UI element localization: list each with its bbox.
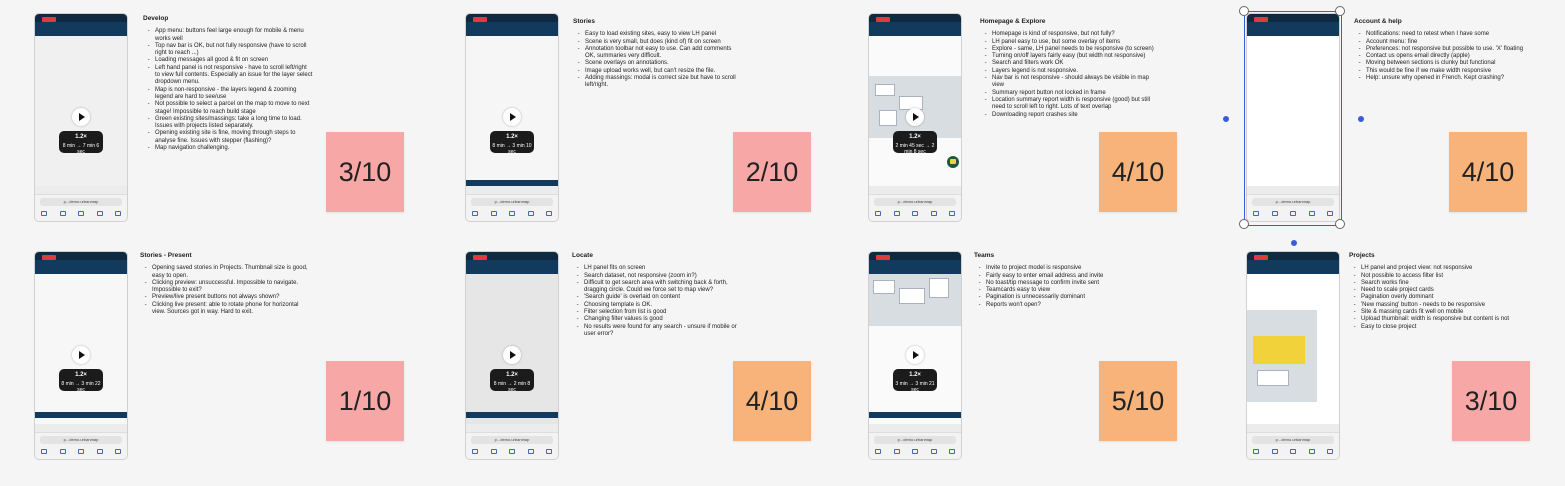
notes-list	[980, 31, 1155, 119]
browser-bar	[869, 194, 961, 221]
list-item: - Search dataset, not responsive (zoom in?)	[582, 273, 742, 280]
browser-bar	[1247, 432, 1339, 459]
notes-title: Stories - Present	[140, 252, 192, 259]
notes-list	[573, 31, 743, 89]
map-image	[869, 76, 961, 138]
browser-nav	[1253, 449, 1333, 455]
list-item: - Filter selection from list is good	[582, 309, 742, 316]
notes-title: Homepage & Explore	[980, 18, 1046, 25]
list-item: - This would be fine if we make width responsive	[1364, 68, 1534, 75]
browser-bar	[466, 194, 558, 221]
notes-title: Locate	[572, 252, 593, 259]
url-bar[interactable]: p...demo.urbanmap	[471, 198, 553, 206]
notes-teams	[974, 252, 1144, 309]
rating-sticky[interactable]: 4/10	[1099, 132, 1177, 212]
status-bar	[35, 252, 127, 260]
list-item: - Preview/live present buttons not always shown?	[150, 294, 310, 301]
status-bar	[869, 252, 961, 260]
list-item: - Scene overlays on annotations.	[583, 60, 743, 67]
rating-sticky[interactable]: 1/10	[326, 361, 404, 441]
chat-icon[interactable]	[947, 156, 959, 168]
notes-list	[1354, 31, 1534, 82]
playback-info	[490, 131, 534, 153]
rating-sticky[interactable]: 3/10	[1452, 361, 1530, 441]
notes-list	[140, 265, 310, 316]
app-footer	[869, 412, 961, 418]
app-footer	[35, 412, 127, 418]
resize-handle-bottom-right[interactable]	[1335, 219, 1345, 229]
list-item: - Map navigation challenging.	[153, 145, 313, 152]
selection-frame	[1244, 11, 1342, 226]
list-item: - Changing filter values is good	[582, 316, 742, 323]
list-item: - 'Search guide' is overlaid on content	[582, 294, 742, 301]
notes-list	[974, 265, 1144, 309]
video-thumbnail-locate[interactable]	[466, 252, 558, 459]
list-item: - Opening saved stories in Projects. Thumbnail size is good, easy to open.	[150, 265, 310, 280]
playback-info	[893, 369, 937, 391]
list-item: - Help: unsure why opened in French. Kept crashing?	[1364, 75, 1534, 82]
list-item: - Loading messages all good & fit on screen	[153, 57, 313, 64]
list-item: - Choosing template is OK.	[582, 302, 742, 309]
status-bar	[1247, 252, 1339, 260]
url-bar[interactable]: p...demo.urbanmap	[874, 198, 956, 206]
status-bar	[466, 14, 558, 22]
browser-nav	[875, 449, 955, 455]
list-item: - Scene is very small, but does (kind of) fit on screen	[583, 39, 743, 46]
notes-title: Projects	[1349, 252, 1375, 259]
list-item: - Image upload works well, but can't resize the file.	[583, 68, 743, 75]
browser-nav	[41, 449, 121, 455]
speed-label: 1.2×	[909, 372, 921, 378]
video-thumbnail-develop[interactable]	[35, 14, 127, 221]
duration-label: 2 min 45 sec → 2 min 8 sec	[895, 143, 935, 155]
rating-sticky[interactable]: 3/10	[326, 132, 404, 212]
list-item: - Upload thumbnail: width is responsive but content is not	[1359, 316, 1534, 323]
play-icon[interactable]	[906, 108, 924, 126]
browser-nav	[472, 211, 552, 217]
notes-stories-present	[140, 252, 310, 316]
play-icon[interactable]	[72, 108, 90, 126]
resize-handle-top-right[interactable]	[1335, 6, 1345, 16]
url-bar[interactable]: p...demo.urbanmap	[40, 436, 122, 444]
duration-label: 8 min → 3 min 22 sec	[61, 381, 101, 393]
play-icon[interactable]	[503, 346, 521, 364]
speed-label: 1.2×	[506, 134, 518, 140]
list-item: - Summary report button not locked in frame	[990, 90, 1155, 97]
app-bar	[869, 22, 961, 36]
speed-label: 1.2×	[75, 372, 87, 378]
list-item: - LH panel fits on screen	[582, 265, 742, 272]
list-item: - Difficult to get search area with switching back & forth, dragging circle. Could we force set to map view?	[582, 280, 742, 295]
notes-list	[572, 265, 742, 338]
list-item: - Layers legend is not responsive.	[990, 68, 1155, 75]
list-item: - Moving between sections is clunky but functional	[1364, 60, 1534, 67]
resize-handle-top-left[interactable]	[1239, 6, 1249, 16]
video-thumbnail-teams[interactable]	[869, 252, 961, 459]
rating-sticky[interactable]: 4/10	[733, 361, 811, 441]
list-item: - Search and filters work OK	[990, 60, 1155, 67]
video-thumbnail-stories-present[interactable]	[35, 252, 127, 459]
url-bar[interactable]: p...demo.urbanmap	[471, 436, 553, 444]
notes-list	[1349, 265, 1534, 331]
status-bar	[35, 14, 127, 22]
list-item: - Easy to close project	[1359, 324, 1534, 331]
list-item: - Adding massings: modal is correct size but have to scroll left/right.	[583, 75, 743, 90]
playback-info	[59, 369, 103, 391]
list-item: - Teamcards easy to view	[984, 287, 1144, 294]
list-item: - Turning on/off layers fairly easy (but width not responsive)	[990, 53, 1155, 60]
list-item: - Clicking live present: able to rotate phone for horizontal view. Sources got in way. Hard to exit.	[150, 302, 310, 317]
speed-label: 1.2×	[506, 372, 518, 378]
duration-label: 8 min → 2 min 8 sec	[493, 381, 531, 393]
speed-label: 1.2×	[909, 134, 921, 140]
list-item: - Map is non-responsive - the layers legend & zooming legend are hard to see/use	[153, 87, 313, 102]
notes-develop	[143, 15, 313, 152]
browser-bar	[466, 432, 558, 459]
list-item: - Nav bar is not responsive - should always be visible in map view	[990, 75, 1155, 90]
list-item: - Easy to load existing sites, easy to view LH panel	[583, 31, 743, 38]
list-item: - Annotation toolbar not easy to use. Can add comments OK, summaries very difficult.	[583, 46, 743, 61]
notes-homepage	[980, 18, 1155, 119]
list-item: - Preferences: not responsive but possible to use. 'X' floating	[1364, 46, 1534, 53]
app-bar	[466, 22, 558, 36]
app-footer	[466, 180, 558, 186]
list-item: - No results were found for any search - unsure if mobile or user error?	[582, 324, 742, 339]
video-thumbnail-homepage[interactable]	[869, 14, 961, 221]
play-icon[interactable]	[503, 108, 521, 126]
list-item: - LH panel easy to use, but some overlay of items	[990, 39, 1155, 46]
list-item: - Clicking preview: unsuccessful. Impossible to navigate. Impossible to exit?	[150, 280, 310, 295]
notes-list	[143, 28, 313, 152]
list-item: - Search works fine	[1359, 280, 1534, 287]
speed-label: 1.2×	[75, 134, 87, 140]
browser-nav	[875, 211, 955, 217]
list-item: - Downloading report crashes site	[990, 112, 1155, 119]
playback-info	[59, 131, 103, 153]
rating-sticky[interactable]: 2/10	[733, 132, 811, 212]
notes-locate	[572, 252, 742, 338]
app-bar	[1247, 260, 1339, 274]
app-bar	[466, 260, 558, 274]
connector-anchor-left[interactable]	[1223, 116, 1229, 122]
list-item: - Contact us opens email directly (apple)	[1364, 53, 1534, 60]
app-bar	[869, 260, 961, 274]
url-bar[interactable]: p...demo.urbanmap	[40, 198, 122, 206]
list-item: - Fairly easy to enter email address and invite	[984, 273, 1144, 280]
duration-label: 3 min → 3 min 21 sec	[895, 381, 935, 393]
list-item: - Green existing sites/massings: take a long time to load. Issues with projects listed separately.	[153, 116, 313, 131]
map-image	[869, 274, 961, 326]
notes-title: Account & help	[1354, 18, 1402, 25]
url-bar[interactable]: p...demo.urbanmap	[1252, 198, 1334, 206]
list-item: - LH panel and project view: not responsive	[1359, 265, 1534, 272]
browser-nav	[472, 449, 552, 455]
list-item: - Left hand panel is not responsive - have to scroll left/right to view full contents. Especially an issue for the layer select dropdown menu.	[153, 65, 313, 87]
list-item: - Location summary report width is responsive (good) but still need to scroll left to right. Lots of text overlap	[990, 97, 1155, 112]
notes-projects	[1349, 252, 1534, 331]
list-item: - Explore - same, LH panel needs to be responsive (to screen)	[990, 46, 1155, 53]
list-item: - Need to scale project cards	[1359, 287, 1534, 294]
browser-nav	[41, 211, 121, 217]
list-item: - Reports won't open?	[984, 302, 1144, 309]
map-image	[1247, 310, 1317, 402]
notes-title: Stories	[573, 18, 596, 25]
app-footer	[466, 412, 558, 418]
list-item: - Opening existing site is fine, moving through steps to analyse fine. Issues with stepper (flashing)?	[153, 130, 313, 145]
play-icon[interactable]	[72, 346, 90, 364]
url-bar[interactable]: p...demo.urbanmap	[874, 436, 956, 444]
list-item: - Top nav bar is OK, but not fully responsive (have to scroll right to reach ...)	[153, 43, 313, 58]
list-item: - Pagination is unnecessarily dominant	[984, 294, 1144, 301]
notes-account	[1354, 18, 1534, 82]
connector-anchor-bottom[interactable]	[1291, 240, 1297, 246]
browser-bar	[35, 194, 127, 221]
video-thumbnail-projects[interactable]	[1247, 252, 1339, 459]
list-item: - Not possible to access filter list	[1359, 273, 1534, 280]
list-item: - 'New massing' button - needs to be responsive	[1359, 302, 1534, 309]
browser-bar	[35, 432, 127, 459]
app-bar	[35, 22, 127, 36]
list-item: - App menu: buttons feel large enough for mobile & menu works well	[153, 28, 313, 43]
video-thumbnail-stories[interactable]	[466, 14, 558, 221]
status-bar	[869, 14, 961, 22]
list-item: - Account menu: fine	[1364, 39, 1534, 46]
app-bar	[35, 260, 127, 274]
duration-label: 8 min → 7 min 6 sec	[62, 143, 100, 155]
list-item: - Not possible to select a parcel on the map to move to next stage! Impossible to reach build stage	[153, 101, 313, 116]
play-icon[interactable]	[906, 346, 924, 364]
status-bar	[466, 252, 558, 260]
list-item: - Site & massing cards fit well on mobile	[1359, 309, 1534, 316]
notes-title: Teams	[974, 252, 995, 259]
browser-bar	[869, 432, 961, 459]
playback-info	[893, 131, 937, 153]
resize-handle-bottom-left[interactable]	[1239, 219, 1249, 229]
rating-sticky[interactable]: 5/10	[1099, 361, 1177, 441]
list-item: - Invite to project model is responsive	[984, 265, 1144, 272]
duration-label: 8 min → 3 min 10 sec	[492, 143, 532, 155]
list-item: - Notifications: need to retest when I have some	[1364, 31, 1534, 38]
notes-stories	[573, 18, 743, 90]
list-item: - Pagination overly dominant	[1359, 294, 1534, 301]
url-bar[interactable]: p...demo.urbanmap	[1252, 436, 1334, 444]
connector-anchor-right[interactable]	[1358, 116, 1364, 122]
playback-info	[490, 369, 534, 391]
notes-title: Develop	[143, 15, 169, 22]
list-item: - Homepage is kind of responsive, but not fully?	[990, 31, 1155, 38]
list-item: - No toast/tip message to confirm invite sent	[984, 280, 1144, 287]
rating-sticky[interactable]: 4/10	[1449, 132, 1527, 212]
